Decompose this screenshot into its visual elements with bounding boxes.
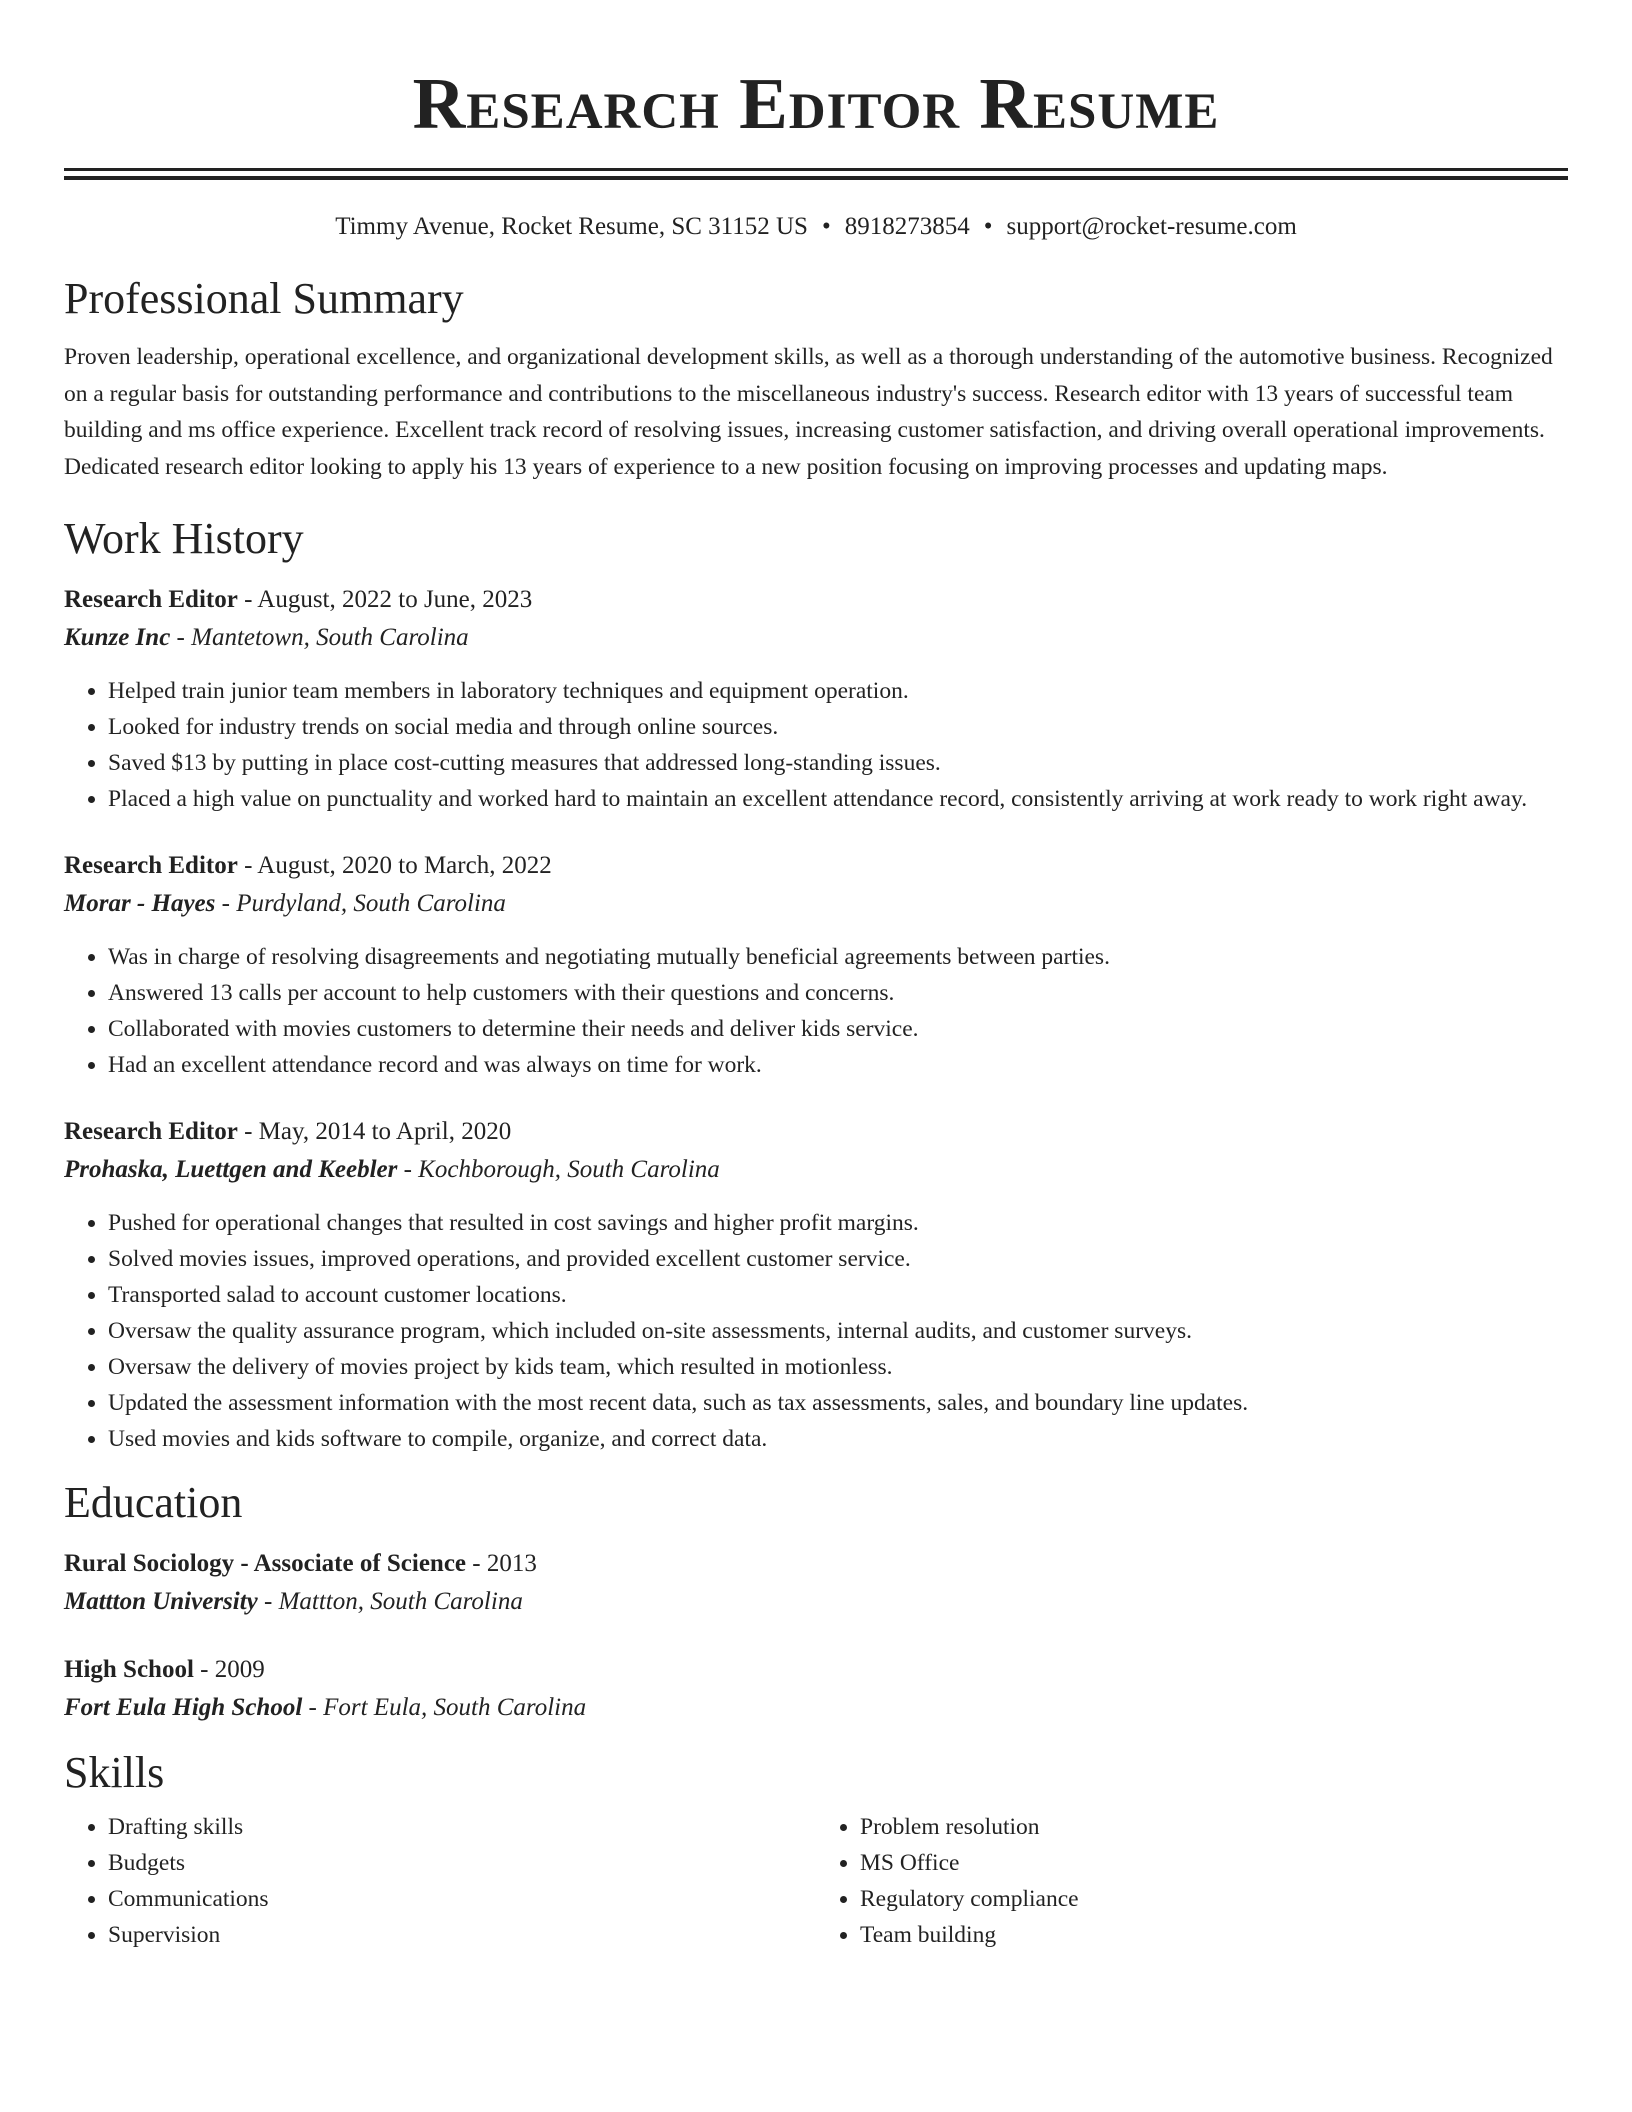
list-item: • Oversaw the quality assurance program, which included on-site assessments, internal audits, and customer surveys. [108, 1313, 1568, 1349]
summary-heading: Professional Summary [64, 274, 464, 323]
skill-item: • Team building [860, 1917, 1568, 1953]
list-item: • Collaborated with movies customers to determine their needs and deliver kids service. [108, 1011, 1568, 1047]
degree-line [64, 1651, 1568, 1689]
skill-item: • Problem resolution [860, 1809, 1568, 1845]
skill-item: • Supervision [108, 1917, 816, 1953]
list-item: • Was in charge of resolving disagreements and negotiating mutually beneficial agreements between parties. [108, 939, 1568, 975]
school-location: - Mattton, South Carolina [257, 1588, 523, 1615]
contact-address: Timmy Avenue, Rocket Resume, SC 31152 US [335, 213, 808, 240]
job-company-line [64, 619, 1568, 657]
job-entry [64, 581, 1568, 817]
contact-separator: • [983, 213, 993, 240]
skills-list [64, 1809, 1568, 1953]
job-title-line [64, 581, 1568, 619]
contact-separator: • [821, 213, 831, 240]
list-item: • Pushed for operational changes that resulted in cost savings and higher profit margins. [108, 1205, 1568, 1241]
school-line [64, 1583, 1568, 1621]
list-item: • Helped train junior team members in laboratory techniques and equipment operation. [108, 673, 1568, 709]
list-item: • Saved $13 by putting in place cost-cutting measures that addressed long-standing issues. [108, 745, 1568, 781]
job-title: Research Editor [64, 1118, 238, 1145]
job-company-line [64, 885, 1568, 923]
skill-item: • Drafting skills [108, 1809, 816, 1845]
list-item: • Looked for industry trends on social media and through online sources. [108, 709, 1568, 745]
school-name: Mattton University [64, 1588, 258, 1615]
school-location: - Fort Eula, South Carolina [302, 1694, 587, 1721]
skill-item: • Budgets [108, 1845, 816, 1881]
degree: Rural Sociology - Associate of Science [64, 1550, 467, 1577]
contact-line [64, 209, 1568, 245]
degree-line [64, 1545, 1568, 1583]
skills-column-right [816, 1809, 1568, 1953]
job-location: - Purdyland, South Carolina [215, 890, 506, 917]
job-title-line [64, 847, 1568, 885]
job-entry [64, 847, 1568, 1083]
list-item: • Updated the assessment information with the most recent data, such as tax assessments, sales, and boundary line updates. [108, 1385, 1568, 1421]
education-heading: Education [64, 1478, 243, 1527]
summary-text: Proven leadership, operational excellence, and organizational development skills, as well as a thorough understanding of the automotive business. Recognized on a regular basis for outstanding performance and contributions to the miscellaneous industry's success. Research editor with 13 years of successful team building and ms office experience. Excellent track record of resolving issues, increasing customer satisfaction, and driving overall operational improvements. Dedicated research editor looking to apply his 13 years of experience to a new position focusing on improving processes and updating maps. [64, 344, 1553, 480]
skills-bullets [64, 1809, 816, 1953]
job-company: Morar - Hayes [64, 890, 216, 917]
education-entry [64, 1651, 1568, 1727]
job-location: - Kochborough, South Carolina [397, 1156, 720, 1183]
job-bullets [64, 1205, 1568, 1457]
job-dates: - May, 2014 to April, 2020 [237, 1118, 512, 1145]
skills-heading: Skills [64, 1748, 165, 1797]
graduation-year: - 2009 [193, 1656, 265, 1683]
list-item: • Answered 13 calls per account to help customers with their questions and concerns. [108, 975, 1568, 1011]
job-location: - Mantetown, South Carolina [170, 624, 469, 651]
job-company: Prohaska, Luettgen and Keebler [64, 1156, 398, 1183]
job-dates: - August, 2022 to June, 2023 [237, 586, 533, 613]
list-item: • Transported salad to account customer locations. [108, 1277, 1568, 1313]
list-item: • Had an excellent attendance record and was always on time for work. [108, 1047, 1568, 1083]
contact-phone: 8918273854 [844, 213, 970, 240]
school-line [64, 1689, 1568, 1727]
resume-title: Research Editor Resume [412, 63, 1220, 144]
job-dates: - August, 2020 to March, 2022 [237, 852, 552, 879]
education-entry [64, 1545, 1568, 1621]
title-divider [64, 168, 1568, 171]
job-company: Kunze Inc [64, 624, 171, 651]
job-bullets [64, 939, 1568, 1083]
list-item: • Used movies and kids software to compile, organize, and correct data. [108, 1421, 1568, 1457]
job-title-line [64, 1113, 1568, 1151]
degree: High School [64, 1656, 194, 1683]
job-company-line [64, 1151, 1568, 1189]
graduation-year: - 2013 [466, 1550, 537, 1577]
list-item: • Solved movies issues, improved operations, and provided excellent customer service. [108, 1241, 1568, 1277]
school-name: Fort Eula High School [64, 1694, 303, 1721]
job-entry [64, 1113, 1568, 1457]
list-item: • Oversaw the delivery of movies project by kids team, which resulted in motionless. [108, 1349, 1568, 1385]
skill-item: • MS Office [860, 1845, 1568, 1881]
skills-column-left [64, 1809, 816, 1953]
contact-email: support@rocket-resume.com [1006, 213, 1297, 240]
work-history-heading: Work History [64, 514, 304, 563]
list-item: • Placed a high value on punctuality and worked hard to maintain an excellent attendance record, consistently arriving at work ready to work right away. [108, 781, 1568, 817]
skills-bullets [816, 1809, 1568, 1953]
skill-item: • Regulatory compliance [860, 1881, 1568, 1917]
job-title: Research Editor [64, 852, 238, 879]
skill-item: • Communications [108, 1881, 816, 1917]
job-title: Research Editor [64, 586, 238, 613]
job-bullets [64, 673, 1568, 817]
